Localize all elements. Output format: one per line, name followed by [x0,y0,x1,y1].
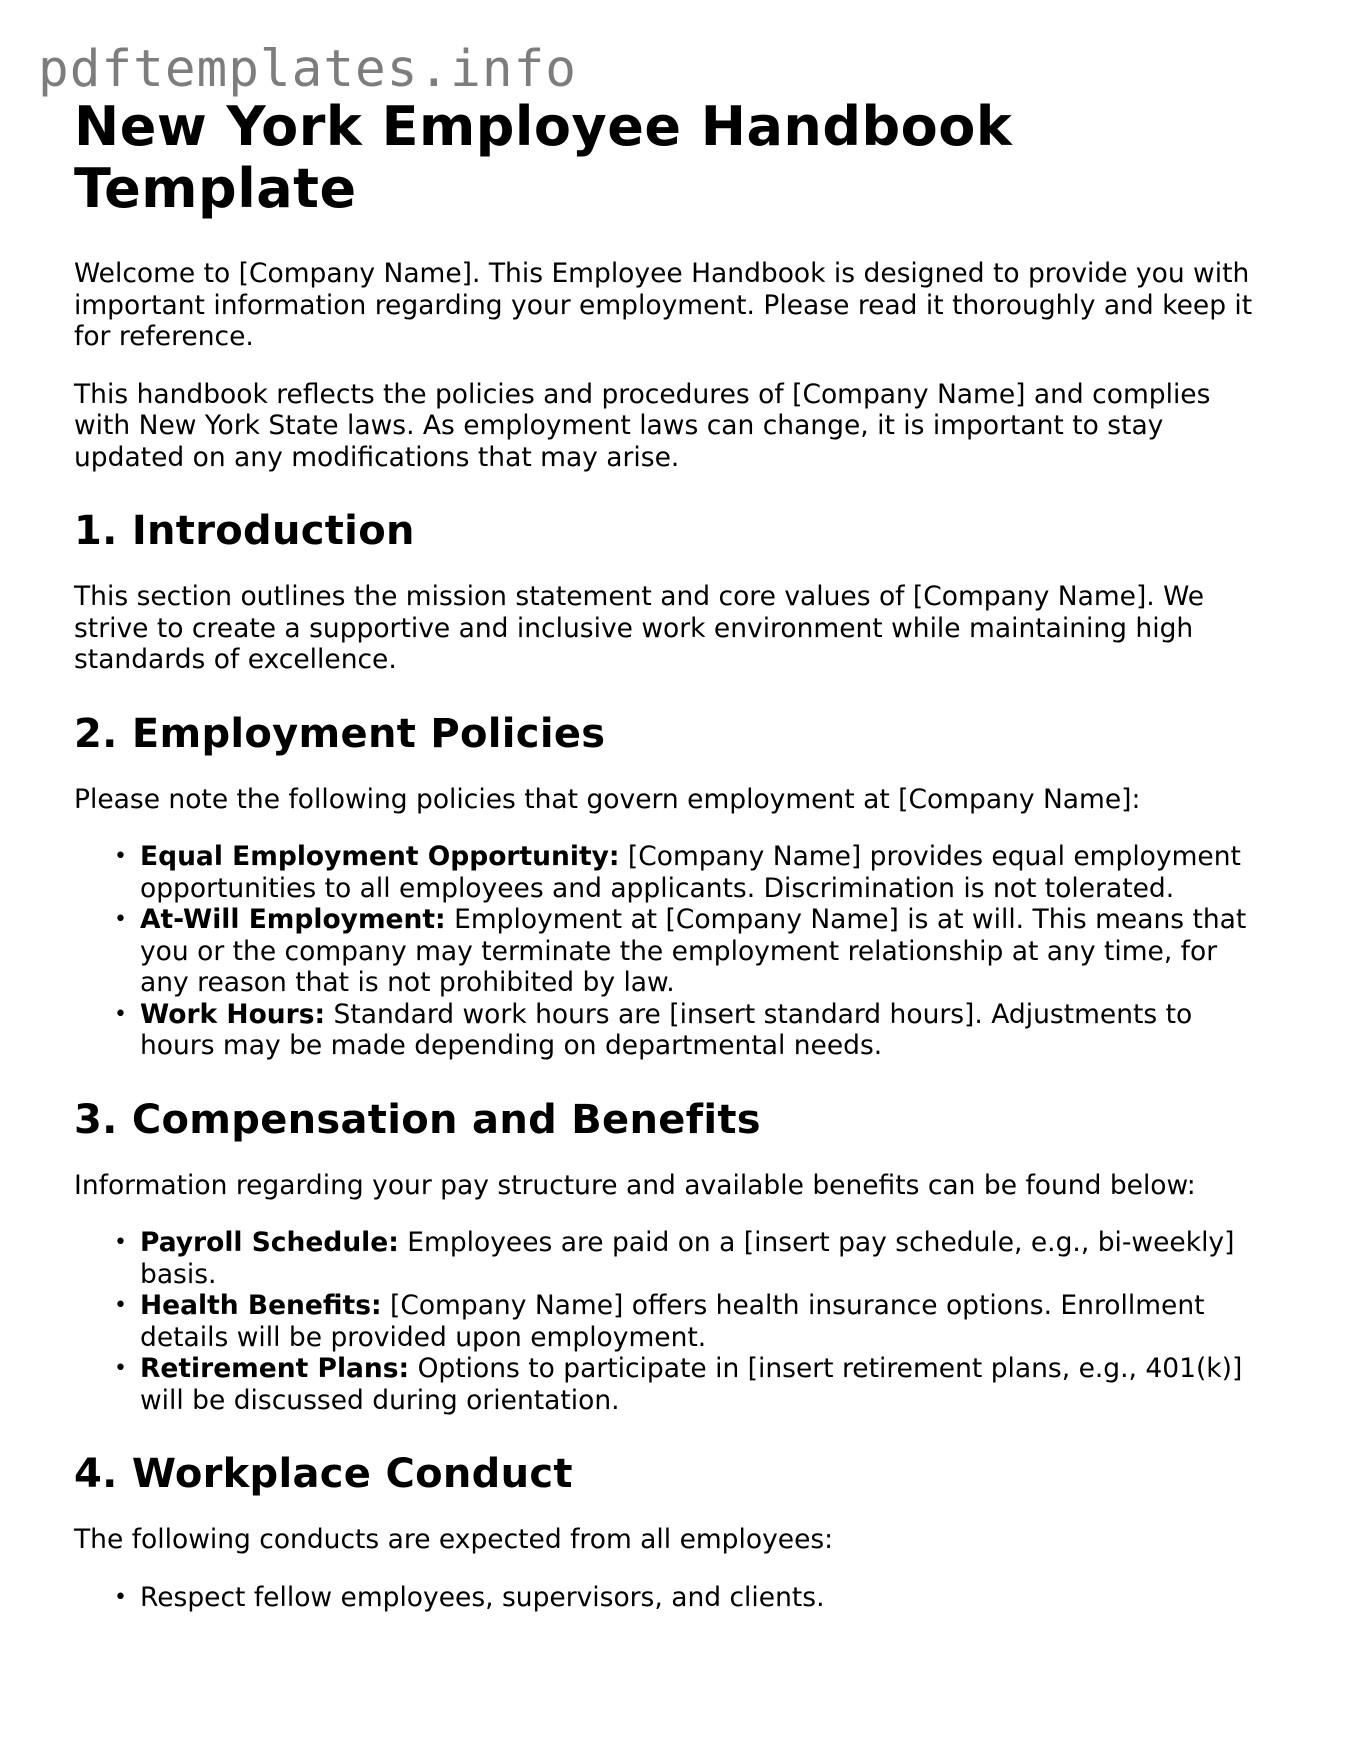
page-title: New York Employee Handbook Template [74,95,1013,220]
list-item-label: Health Benefits: [140,1290,382,1321]
list-item-text: Respect fellow employees, supervisors, and clients. [140,1581,825,1613]
list-item-label: Retirement Plans: [140,1353,410,1384]
compensation-benefits-list [74,1227,1274,1416]
list-item-label: Work Hours: [140,998,326,1030]
list-item-text: Options to participate in [insert retirement plans, e.g., 401(k)] will be discussed during orientation. [140,1353,1243,1416]
document-page [74,96,1274,1613]
list-item [114,904,1274,999]
list-item-text: Standard work hours are [insert standard hours]. Adjustments to hours may be made depending on departmental needs. [140,998,1193,1061]
list-item [114,1290,1274,1353]
section-title-workplace-conduct: 4. Workplace Conduct [74,1451,573,1497]
section-text-employment-policies: Please note the following policies that govern employment at [Company Name]: [74,783,1141,815]
bullet-icon: • [114,844,127,869]
watermark: pdftemplates.info [38,40,577,99]
list-item [114,841,1274,904]
section-title-compensation-benefits: 3. Compensation and Benefits [74,1096,761,1143]
section-text-workplace-conduct: The following conducts are expected from all employees: [74,1524,834,1555]
employment-policies-list [74,841,1274,1062]
bullet-icon: • [114,907,127,932]
section-title-employment-policies: 2. Employment Policies [74,710,606,757]
bullet-icon: • [114,1584,127,1610]
section-title-introduction: 1. Introduction [74,508,415,554]
bullet-icon: • [114,1356,127,1381]
list-item [114,1227,1274,1290]
list-item [114,998,1274,1062]
section-text-introduction: This section outlines the mission statement and core values of [Company Name]. We strive to create a supportive and inclusive work environment while maintaining high standards of excellence. [74,581,1205,675]
intro-paragraph-2: This handbook reflects the policies and procedures of [Company Name] and complies with New York State laws. As employment laws can change, it is important to stay updated on any modifications that may arise. [74,378,1211,473]
list-item-label: At-Will Employment: [140,904,446,935]
list-item [114,1581,1274,1614]
bullet-icon: • [114,1293,127,1318]
list-item-text: Employment at [Company Name] is at will. This means that you or the company may terminate the employment relationship at any time, for any reason that is not prohibited by law. [140,904,1247,998]
list-item-text: Employees are paid on a [insert pay schedule, e.g., bi-weekly] basis. [140,1227,1235,1290]
list-item-label: Payroll Schedule: [140,1227,399,1258]
intro-paragraph-1: Welcome to [Company Name]. This Employee Handbook is designed to provide you with important information regarding your employment. Please read it thoroughly and keep it for reference. [74,258,1253,352]
list-item-text: [Company Name] provides equal employment opportunities to all employees and applicants. Discrimination is not tolerated. [140,841,1241,904]
list-item-label: Equal Employment Opportunity: [140,841,620,872]
bullet-icon: • [114,1230,127,1255]
section-text-compensation-benefits: Information regarding your pay structure and available benefits can be found below: [74,1169,1196,1201]
list-item [114,1353,1274,1416]
list-item-text: [Company Name] offers health insurance options. Enrollment details will be provided upon employment. [140,1290,1205,1353]
bullet-icon: • [114,1001,127,1027]
workplace-conduct-list [74,1582,1274,1614]
